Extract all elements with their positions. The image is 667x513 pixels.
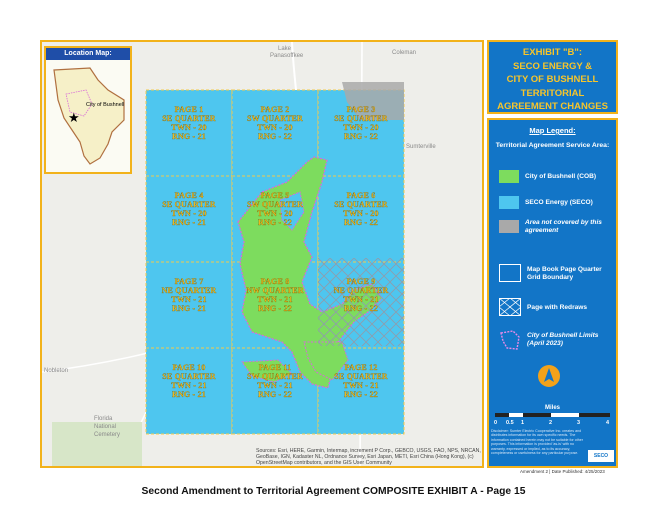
place-nobleton: Nobleton (44, 368, 69, 374)
grid-label-quarter: SE QUARTER (162, 372, 216, 381)
scale-seg-2 (523, 413, 551, 417)
grid-label-quarter: NE QUARTER (333, 286, 389, 295)
grid-label-rng: RNG - 22 (343, 218, 379, 227)
cob-swatch (499, 170, 519, 183)
inset-map (46, 60, 130, 172)
place-florida-3: Cemetery (94, 432, 121, 438)
scale-tick-05: 0.5 (506, 420, 514, 426)
title-line-1: EXHIBIT "B": (522, 47, 583, 58)
legend-not-covered-label: Area not covered by this agreement (525, 219, 602, 234)
grid-label-quarter: SW QUARTER (246, 114, 304, 123)
grid-label-page: PAGE 10 (172, 363, 206, 372)
title-line-5: AGREEMENT CHANGES (497, 101, 608, 112)
scale-tick-1: 1 (521, 420, 525, 426)
map-attribution: Sources: Esri, HERE, Garmin, Intermap, increment P Corp., GEBCO, USGS, FAO, NPS, NRCAN, GeoBase, IGN, Kadaster NL, Ordnance Survey, Esri Japan, METI, Esri China (Hong Kong), (c) OpenStreetMap contributors, and the GIS User Community (256, 448, 481, 466)
grid-label-page: PAGE 2 (260, 105, 290, 114)
scale-bar (495, 413, 610, 417)
grid-label-quarter: SW QUARTER (246, 372, 304, 381)
grid-label-twn: TWN - 21 (257, 381, 293, 390)
grid-label-twn: TWN - 20 (343, 209, 379, 218)
place-sumterville: Sumterville (406, 144, 436, 150)
legend-subtitle: Territorial Agreement Service Area: (495, 142, 610, 149)
title-line-2: SECO ENERGY & (512, 60, 592, 72)
grid-label-twn: TWN - 21 (343, 381, 379, 390)
grid-label-rng: RNG - 22 (257, 390, 293, 399)
grid-label-twn: TWN - 21 (171, 381, 207, 390)
scale-tick-3: 3 (577, 420, 581, 426)
grid-label-rng: RNG - 21 (171, 390, 207, 399)
city-limits-swatch (499, 329, 521, 351)
seco-logo: SECO (588, 450, 614, 462)
grid-label-page: PAGE 5 (260, 191, 290, 200)
legend-title: Map Legend: (529, 126, 576, 135)
legend-grid-label: Map Book Page Quarter Grid Boundary (527, 266, 602, 281)
scale-tick-0: 0 (494, 420, 498, 426)
grid-label-page: PAGE 6 (346, 191, 376, 200)
disclaimer-text: Disclaimer: Sumter Electric Cooperative Inc. creates and distributes information for its own specific needs. The information contained herein may not be suitable for other purposes. This information is provided 'as-is' with no warranty, expressed or implied, as to its accuracy, completeness or usefulness for any particular purpose. (491, 429, 583, 456)
grid-label-twn: TWN - 20 (257, 209, 293, 218)
not-covered-swatch (499, 220, 519, 233)
grid-label-quarter: SE QUARTER (162, 114, 216, 123)
grid-label-rng: RNG - 22 (343, 132, 379, 141)
north-arrow-icon (538, 365, 560, 387)
grid-label-quarter: NW QUARTER (246, 286, 304, 295)
scale-seg-3 (579, 413, 610, 417)
grid-label-twn: TWN - 21 (171, 295, 207, 304)
grid-label-quarter: SE QUARTER (334, 114, 388, 123)
grid-label-quarter: SE QUARTER (334, 200, 388, 209)
title-line-4: TERRITORIAL (520, 87, 585, 99)
grid-label-quarter: NE QUARTER (161, 286, 217, 295)
place-coleman: Coleman (392, 50, 417, 56)
legend-cob-label: City of Bushnell (COB) (525, 173, 597, 180)
grid-label-twn: TWN - 20 (343, 123, 379, 132)
scale-tick-2: 2 (549, 420, 553, 426)
grid-label-twn: TWN - 21 (257, 295, 293, 304)
grid-label-twn: TWN - 20 (171, 209, 207, 218)
inset-title: Location Map: (46, 48, 130, 60)
inset-city-label: City of Bushnell (86, 102, 125, 108)
grid-label-rng: RNG - 22 (257, 218, 293, 227)
grid-label-rng: RNG - 22 (257, 132, 293, 141)
grid-boundary-swatch (499, 264, 521, 282)
grid-label-twn: TWN - 21 (343, 295, 379, 304)
place-florida-1: Florida (94, 416, 113, 422)
grid-label-twn: TWN - 20 (171, 123, 207, 132)
place-florida-2: National (94, 424, 117, 430)
grid-label-quarter: SW QUARTER (246, 200, 304, 209)
scale-tick-4: 4 (606, 420, 610, 426)
grid-label-page: PAGE 9 (346, 277, 376, 286)
grid-label-page: PAGE 11 (258, 363, 292, 372)
place-lake-panasoffkee-2: Panasoffkee (270, 53, 304, 59)
exhibit-title (493, 46, 612, 114)
scale-title: Miles (544, 405, 560, 411)
exhibit-title-box (487, 40, 618, 114)
footer-caption: Second Amendment to Territorial Agreement COMPOSITE EXHIBIT A - Page 15 (141, 486, 526, 497)
place-lake-panasoffkee-1: Lake (278, 46, 292, 52)
legend-seco-label: SECO Energy (SECO) (525, 199, 593, 206)
title-line-3: CITY OF BUSHNELL (506, 74, 599, 85)
star-icon: ★ (68, 110, 80, 125)
version-text: Amendment 2 | Date Published: 4/25/2023 (520, 469, 605, 474)
county-shape (54, 68, 124, 164)
grid-label-rng: RNG - 21 (171, 132, 207, 141)
grid-label-page: PAGE 12 (344, 363, 378, 372)
legend-city-limits-label: City of Bushnell Limits (April 2023) (527, 332, 599, 347)
grid-label-rng: RNG - 22 (343, 390, 379, 399)
grid-label-page: PAGE 8 (260, 277, 290, 286)
redraw-swatch (499, 298, 521, 316)
grid-label-page: PAGE 1 (174, 105, 204, 114)
grid-label-quarter: SE QUARTER (334, 372, 388, 381)
grid-label-quarter: SE QUARTER (162, 200, 216, 209)
grid-label-page: PAGE 7 (174, 277, 204, 286)
grid-label-page: PAGE 3 (346, 105, 376, 114)
seco-swatch (499, 196, 519, 209)
legend-redraw-label: Page with Redraws (527, 304, 588, 311)
grid-label-rng: RNG - 21 (171, 304, 207, 313)
grid-label-page: PAGE 4 (174, 191, 204, 200)
grid-label-rng: RNG - 22 (257, 304, 293, 313)
north-arrow-glyph (538, 365, 560, 387)
grid-label-rng: RNG - 22 (343, 304, 379, 313)
scale-seg-1 (495, 413, 509, 417)
location-inset (44, 46, 132, 174)
grid-label-twn: TWN - 20 (257, 123, 293, 132)
grid-label-rng: RNG - 21 (171, 218, 207, 227)
